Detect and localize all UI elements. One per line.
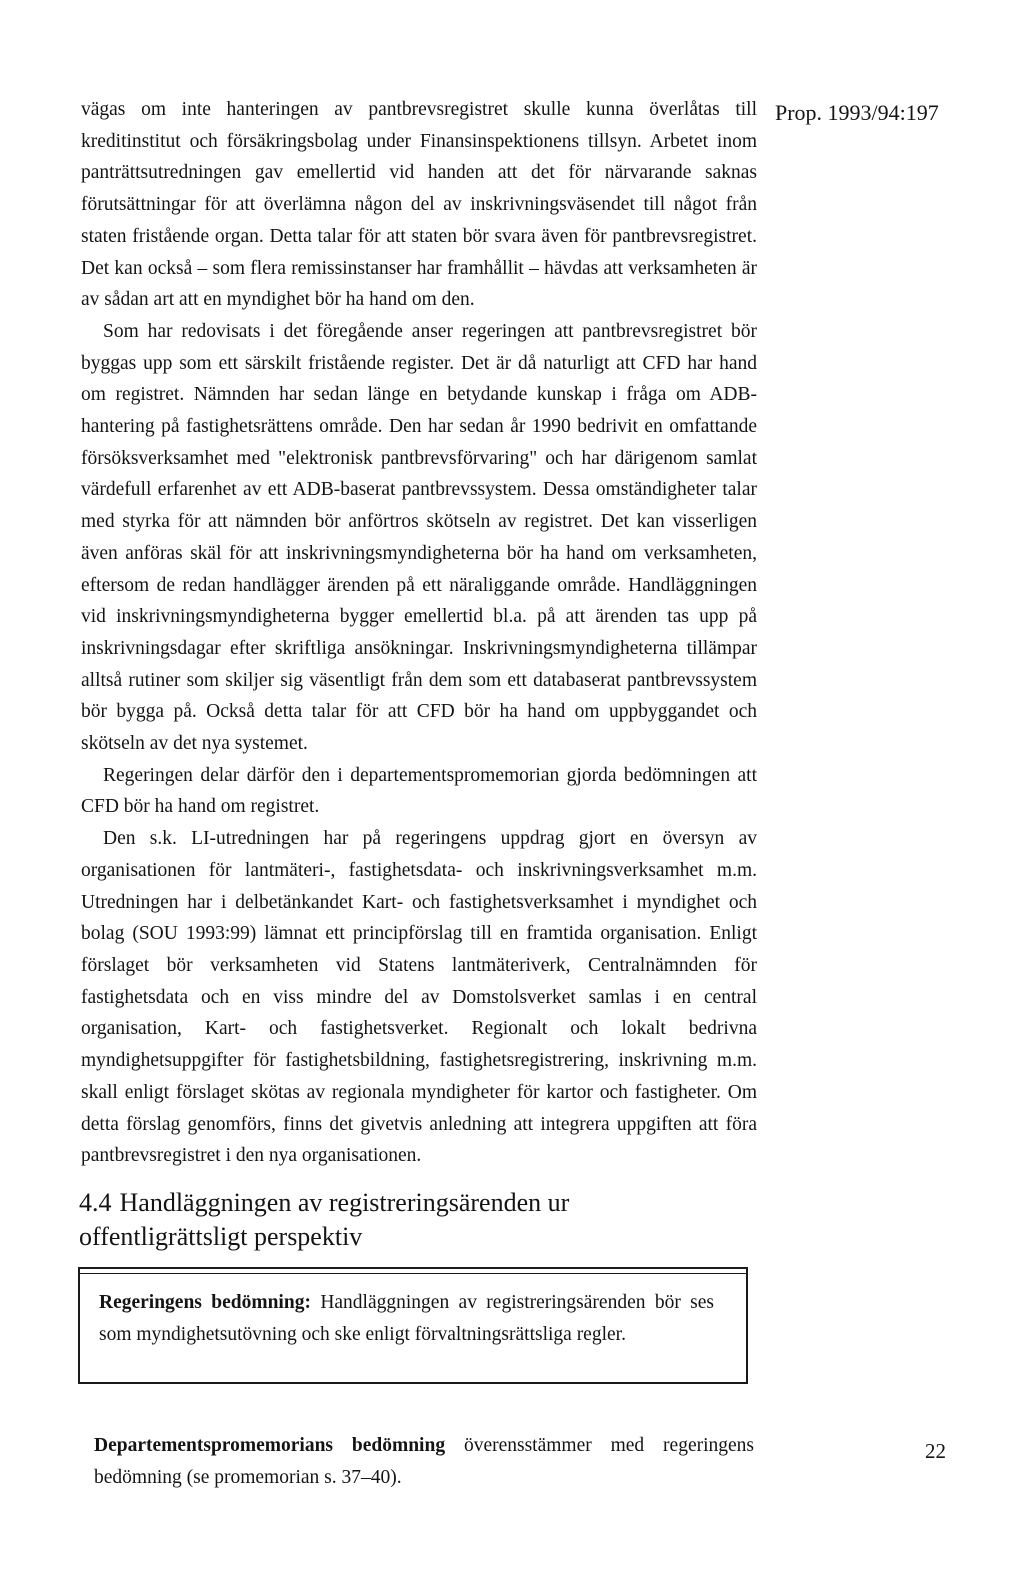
main-body-text (81, 94, 757, 1172)
department-assessment-text (94, 1430, 754, 1494)
department-label: Departementspromemorians bedömning (94, 1435, 446, 1456)
page-number: 22 (925, 1439, 946, 1463)
section-heading (79, 1186, 699, 1254)
government-assessment-text (99, 1287, 714, 1351)
assessment-content: Handläggningen av registreringsärenden bör ses som myndighetsutövning och ske enligt förvaltningsrättsliga regler. (99, 1292, 715, 1345)
assessment-label: Regeringens bedömning: (99, 1292, 311, 1313)
paragraph-2: Som har redovisats i det föregående anser regeringen att pantbrevsregistret bör byggas upp som ett särskilt fristående register. Det är då naturligt att CFD har hand om registret. Nämnden har sedan länge en betydande kunskap i fråga om ADB-hantering på fastighetsrättens område. Den har sedan år 1990 bedrivit en omfattande försöksverksamhet med "elektronisk pantbrevsförvaring" och har därigenom samlat värdefull erfarenhet av ett ADB-baserat pantbrevssystem. Dessa omständigheter talar med styrka för att nämnden bör anförtros skötseln av registret. Det kan visserligen även anföras skäl för att inskrivningsmyndigheterna bör ha hand om verksamheten, eftersom de redan handlägger ärenden på ett näraliggande område. Handläggningen vid inskrivningsmyndigheterna bygger emellertid bl.a. på att ärenden tas upp på inskrivningsdagar efter skriftliga ansökningar. Inskrivningsmyndigheterna tillämpar alltså rutiner som skiljer sig väsentligt från dem som ett databaserat pantbrevssystem bör bygga på. Också detta talar för att CFD bör ha hand om uppbyggandet och skötseln av det nya systemet. (81, 320, 757, 755)
paragraph-4: Den s.k. LI-utredningen har på regeringens uppdrag gjort en översyn av organisationen för lantmäteri-, fastighetsdata- och inskrivningsverksamhet m.m. Utredningen har i delbetänkandet Kart- och fastighetsverksamhet i myndighet och bolag (SOU 1993:99) lämnat ett principförslag till en framtida organisation. Enligt förslaget bör verksamheten vid Statens lantmäteriverk, Centralnämnden för fastighetsdata och en viss mindre del av Domstolsverket samlas i en central organisation, Kart- och fastighetsverket. Regionalt och lokalt bedrivna myndighetsuppgifter för fastighetsbildning, fastighetsregistrering, inskrivning m.m. skall enligt förslaget skötas av regionala myndigheter för kartor och fastigheter. Om detta förslag genomförs, finns det givetvis anledning att integrera uppgiften att föra pantbrevsregistret i den nya organisationen. (81, 828, 757, 1167)
paragraph-1: vägas om inte hanteringen av pantbrevsregistret skulle kunna överlåtas till kreditinstitut och försäkringsbolag under Finansinspektionens tillsyn. Arbetet inom panträttsutredningen gav emellertid vid handen att det för närvarande saknas förutsättningar för att överlämna någon del av inskrivningsväsendet till något från staten fristående organ. Detta talar för att staten bör svara även för pantbrevsregistret. Det kan också – som flera remissinstanser har framhållit – hävdas att verksamheten är av sådan art att en myndighet bör ha hand om den. (81, 99, 757, 311)
assessment-box-top-rule (80, 1273, 746, 1274)
department-content: överensstämmer med regeringens bedömning (se promemorian s. 37–40). (94, 1435, 754, 1488)
proposition-reference: Prop. 1993/94:197 (775, 100, 939, 125)
paragraph-3: Regeringen delar därför den i departementspromemorian gjorda bedömningen att CFD bör ha hand om registret. (81, 764, 757, 818)
government-assessment-box (78, 1267, 748, 1384)
section-title: Handläggningen av registreringsärenden ur offentligrättsligt perspektiv (79, 1188, 570, 1251)
section-number: 4.4 (79, 1188, 112, 1217)
